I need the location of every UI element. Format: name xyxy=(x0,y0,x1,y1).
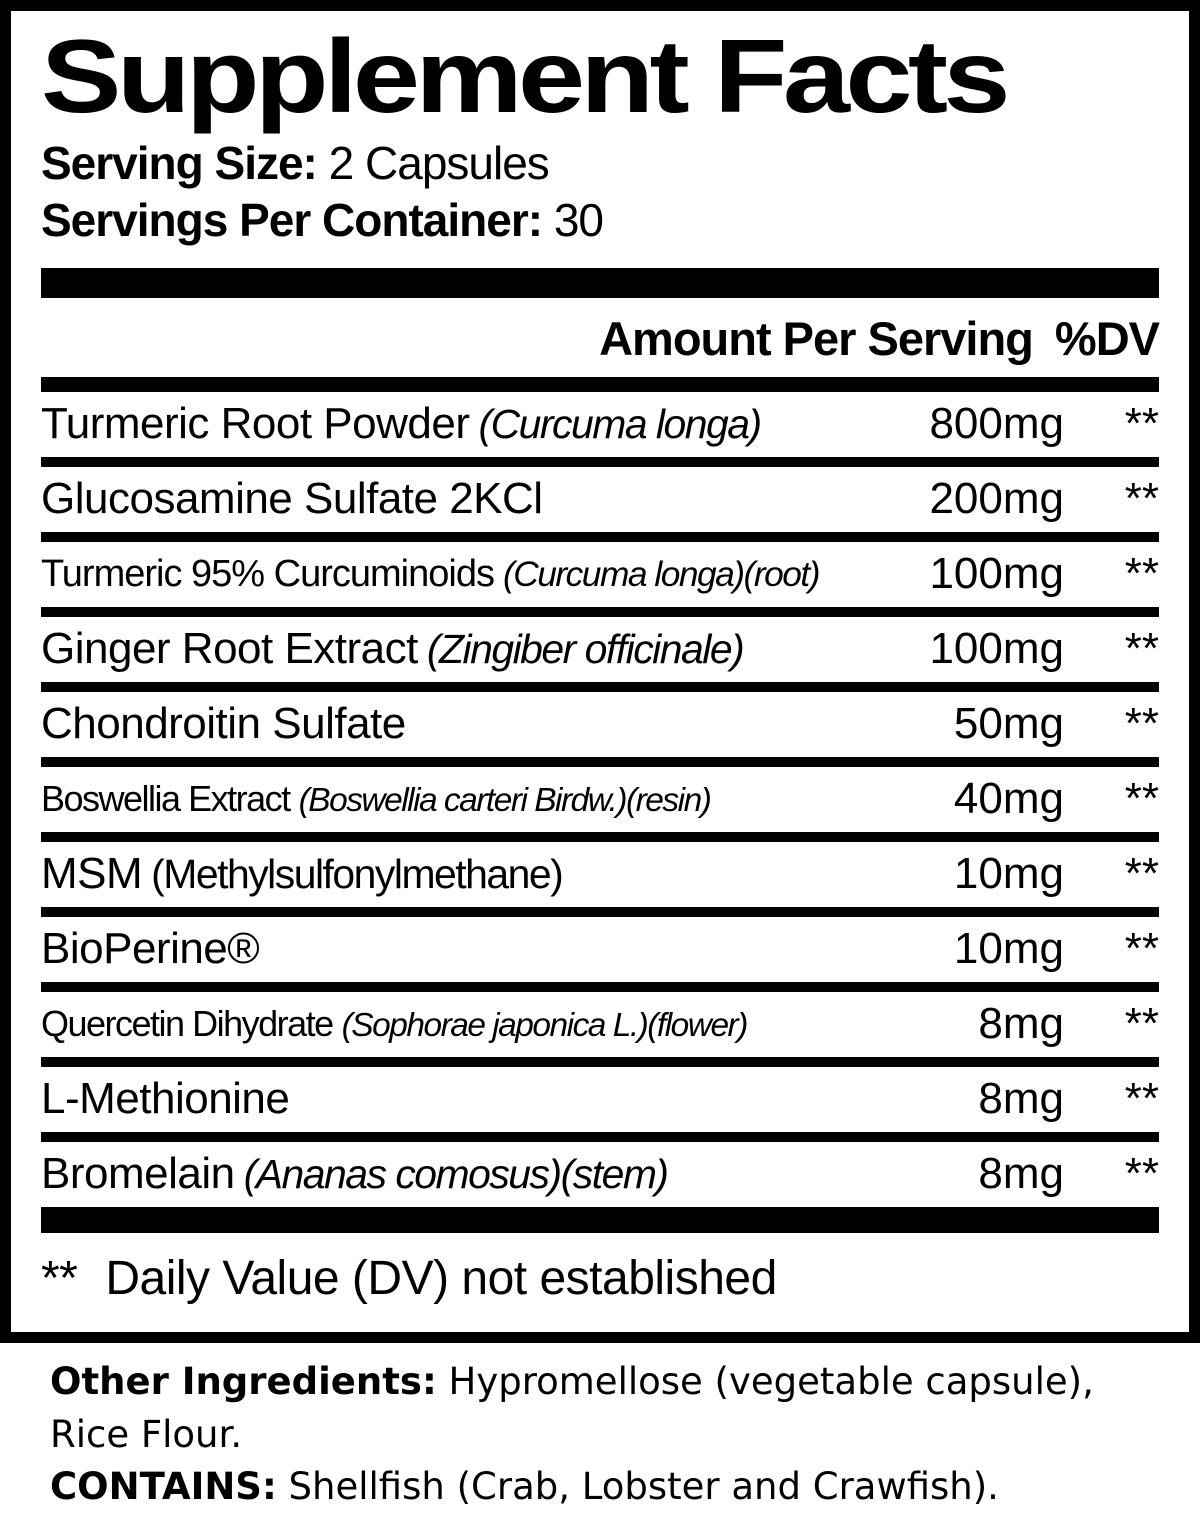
ingredient-row xyxy=(41,617,1159,682)
row-dv: ** xyxy=(1124,849,1159,899)
row-separator xyxy=(41,982,1159,992)
serving-size-line xyxy=(41,135,1159,191)
row-name xyxy=(41,778,899,820)
row-amount: 10mg xyxy=(953,849,1064,899)
row-name xyxy=(41,553,899,596)
row-dv: ** xyxy=(1124,774,1159,824)
row-dv: ** xyxy=(1124,1074,1159,1124)
row-amount: 100mg xyxy=(929,624,1064,674)
row-amount: 8mg xyxy=(978,1074,1064,1124)
row-dv: ** xyxy=(1124,474,1159,524)
row-separator xyxy=(41,1057,1159,1067)
row-separator xyxy=(41,457,1159,467)
ingredient-row xyxy=(41,992,1159,1057)
ingredient-latin-name: (Ananas comosus)(stem) xyxy=(243,1151,668,1198)
row-separator xyxy=(41,682,1159,692)
ingredient-name: Glucosamine Sulfate 2KCl xyxy=(41,474,543,524)
row-amount: 50mg xyxy=(953,699,1064,749)
row-amount: 8mg xyxy=(978,1149,1064,1199)
ingredient-name: Boswellia Extract xyxy=(41,778,290,820)
row-dv: ** xyxy=(1124,549,1159,599)
ingredient-name: Quercetin Dihydrate xyxy=(41,1003,333,1045)
row-name xyxy=(41,1149,899,1199)
servings-per-container-label: Servings Per Container: xyxy=(41,193,543,246)
ingredient-latin-name: (Methylsulfonylmethane) xyxy=(151,851,563,898)
row-separator xyxy=(41,832,1159,842)
serving-size-label: Serving Size: xyxy=(41,137,317,190)
row-dv: ** xyxy=(1124,999,1159,1049)
ingredient-latin-name: (Boswellia carteri Birdw.)(resin) xyxy=(298,782,711,820)
row-amount: 8mg xyxy=(978,999,1064,1049)
ingredient-name: L-Methionine xyxy=(41,1074,290,1124)
row-amount: 800mg xyxy=(929,399,1064,449)
row-name xyxy=(41,699,899,749)
row-separator xyxy=(41,607,1159,617)
ingredient-name: MSM xyxy=(41,849,143,899)
other-ingredients-label: Other Ingredients: xyxy=(50,1360,437,1403)
ingredient-name: Turmeric 95% Curcuminoids xyxy=(41,552,494,595)
contains-line xyxy=(50,1461,1152,1514)
row-name xyxy=(41,624,899,674)
row-amount: 100mg xyxy=(929,549,1064,599)
daily-value-footnote xyxy=(41,1233,1159,1306)
amount-per-serving-header: Amount Per Serving xyxy=(599,311,1033,365)
contains-text: Shellfish (Crab, Lobster and Crawfish). xyxy=(288,1465,999,1509)
other-ingredients-text: Hypromellose (vegetable capsule), Rice Flour. xyxy=(50,1360,1094,1456)
row-name xyxy=(41,1003,899,1045)
row-name xyxy=(41,399,899,449)
ingredient-row xyxy=(41,842,1159,907)
footnote-text: Daily Value (DV) not established xyxy=(105,1251,777,1305)
row-separator xyxy=(41,532,1159,542)
row-dv: ** xyxy=(1124,399,1159,449)
ingredient-row xyxy=(41,1067,1159,1132)
ingredient-row xyxy=(41,917,1159,982)
row-separator xyxy=(41,907,1159,917)
ingredient-rows xyxy=(41,392,1159,1207)
row-name xyxy=(41,1074,899,1124)
row-name xyxy=(41,474,899,524)
serving-info xyxy=(41,135,1159,247)
column-header-divider-bar xyxy=(41,377,1159,392)
row-dv: ** xyxy=(1124,624,1159,674)
ingredient-row xyxy=(41,1142,1159,1207)
ingredient-name: Ginger Root Extract xyxy=(41,624,418,674)
footnote-marker: ** xyxy=(41,1251,78,1305)
ingredient-latin-name: (Zingiber officinale) xyxy=(426,626,744,673)
ingredient-name: Chondroitin Sulfate xyxy=(41,699,406,749)
serving-size-value: 2 Capsules xyxy=(328,137,549,190)
row-separator xyxy=(41,757,1159,767)
footnote-divider-bar xyxy=(41,1207,1159,1233)
ingredient-row xyxy=(41,767,1159,832)
table-column-header xyxy=(41,298,1159,377)
ingredient-name: Bromelain xyxy=(41,1149,235,1199)
row-name xyxy=(41,849,899,899)
ingredient-row xyxy=(41,467,1159,532)
ingredient-latin-name: (Curcuma longa)(root) xyxy=(502,554,819,594)
header-divider-bar xyxy=(41,268,1159,298)
row-name xyxy=(41,924,899,974)
panel-title: Supplement Facts xyxy=(41,19,1006,135)
row-dv: ** xyxy=(1124,924,1159,974)
row-amount: 200mg xyxy=(929,474,1064,524)
ingredient-latin-name: (Curcuma longa) xyxy=(478,401,761,448)
ingredient-latin-name: (Sophorae japonica L.)(flower) xyxy=(341,1007,747,1045)
additional-info xyxy=(50,1356,1152,1514)
ingredient-row xyxy=(41,542,1159,607)
row-amount: 10mg xyxy=(953,924,1064,974)
dv-header: %DV xyxy=(1054,311,1159,365)
row-separator xyxy=(41,1132,1159,1142)
contains-label: CONTAINS: xyxy=(50,1465,277,1509)
servings-per-container-value: 30 xyxy=(553,193,603,246)
servings-per-container-line xyxy=(41,192,1159,248)
row-amount: 40mg xyxy=(953,774,1064,824)
ingredient-row xyxy=(41,392,1159,457)
ingredient-name: BioPerine® xyxy=(41,924,260,974)
ingredient-row xyxy=(41,692,1159,757)
row-dv: ** xyxy=(1124,699,1159,749)
row-dv: ** xyxy=(1124,1149,1159,1199)
other-ingredients-line xyxy=(50,1356,1152,1461)
ingredient-name: Turmeric Root Powder xyxy=(41,399,470,449)
